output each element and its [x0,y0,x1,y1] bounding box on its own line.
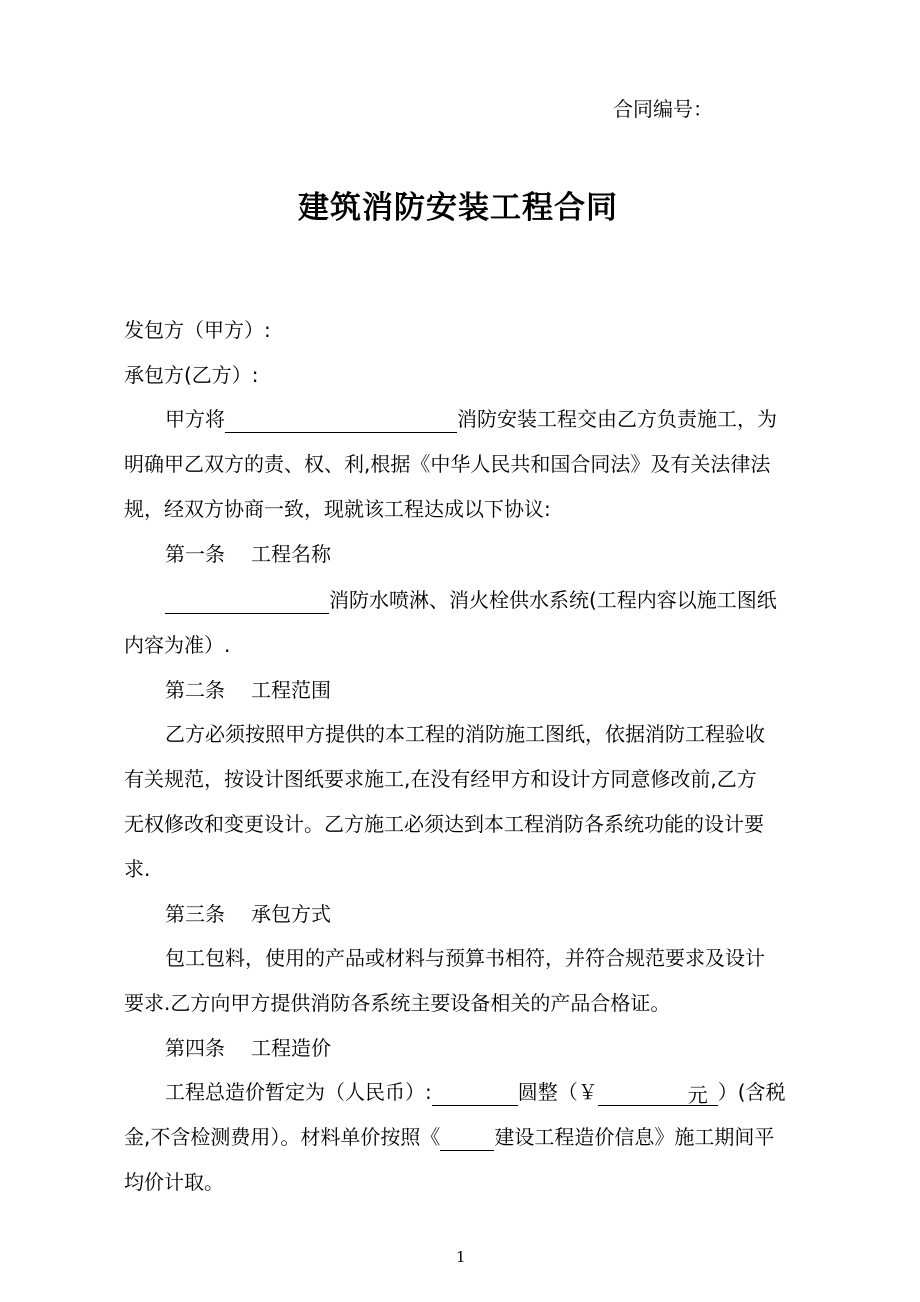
article-2-line-3: 无权修改和变更设计。乙方施工必须达到本工程消防各系统功能的设计要 [124,812,764,836]
article-1-line-1: 消防水喷淋、消火栓供水系统(工程内容以施工图纸 [165,586,777,614]
intro-after-blank: 消防安装工程交由乙方负责施工，为 [457,407,777,431]
article-1-title: 工程名称 [251,542,331,566]
price-info-blank [440,1126,494,1151]
article-1-blank [165,589,329,614]
party-a-label: 发包方（甲方）: [124,318,271,342]
page-number: 1 [456,1248,466,1266]
project-name-blank [225,408,457,433]
intro-line-2: 明确甲乙双方的责、权、利,根据《中华人民共和国合同法》及有关法律法 [124,452,771,476]
document-title: 建筑消防安装工程合同 [298,190,618,226]
article-1-heading [165,540,331,568]
article-3-title: 承包方式 [251,902,331,926]
article-4-title: 工程造价 [251,1036,331,1060]
article-4-line-3: 均价计取。 [124,1170,224,1194]
article-2-line-4: 求. [124,857,151,881]
intro-line-1 [165,405,777,433]
article-3-number: 第三条 [165,902,225,926]
article-1-number: 第一条 [165,542,225,566]
intro-line-3: 规，经双方协商一致，现就该工程达成以下协议: [124,497,551,521]
intro-lead: 甲方将 [165,407,225,431]
article-2-line-1: 乙方必须按照甲方提供的本工程的消防施工图纸，依据消防工程验收 [165,722,765,746]
article-2-heading [165,676,331,704]
article-4-line-1: 工程总造价暂定为（人民币）: 圆整（￥ 元 ）(含税 [165,1080,786,1107]
article-4-heading [165,1034,331,1062]
yuan-amount-blank: 元 [598,1081,718,1106]
article-3-heading [165,900,331,928]
rmb-amount-blank [432,1081,518,1106]
article-3-line-2: 要求.乙方向甲方提供消防各系统主要设备相关的产品合格证。 [124,991,671,1015]
article-4-number: 第四条 [165,1036,225,1060]
party-b-label: 承包方(乙方）: [124,363,259,387]
article-2-line-2: 有关规范，按设计图纸要求施工,在没有经甲方和设计方同意修改前,乙方 [124,767,757,791]
article-2-title: 工程范围 [251,678,331,702]
contract-number-label: 合同编号： [613,97,713,121]
article-1-line-2: 内容为准）. [124,633,231,657]
article-3-line-1: 包工包料，使用的产品或材料与预算书相符，并符合规范要求及设计 [165,946,765,970]
article-4-line-2: 金,不含检测费用）。材料单价按照《 建设工程造价信息》施工期间平 [124,1125,775,1149]
article-2-number: 第二条 [165,678,225,702]
